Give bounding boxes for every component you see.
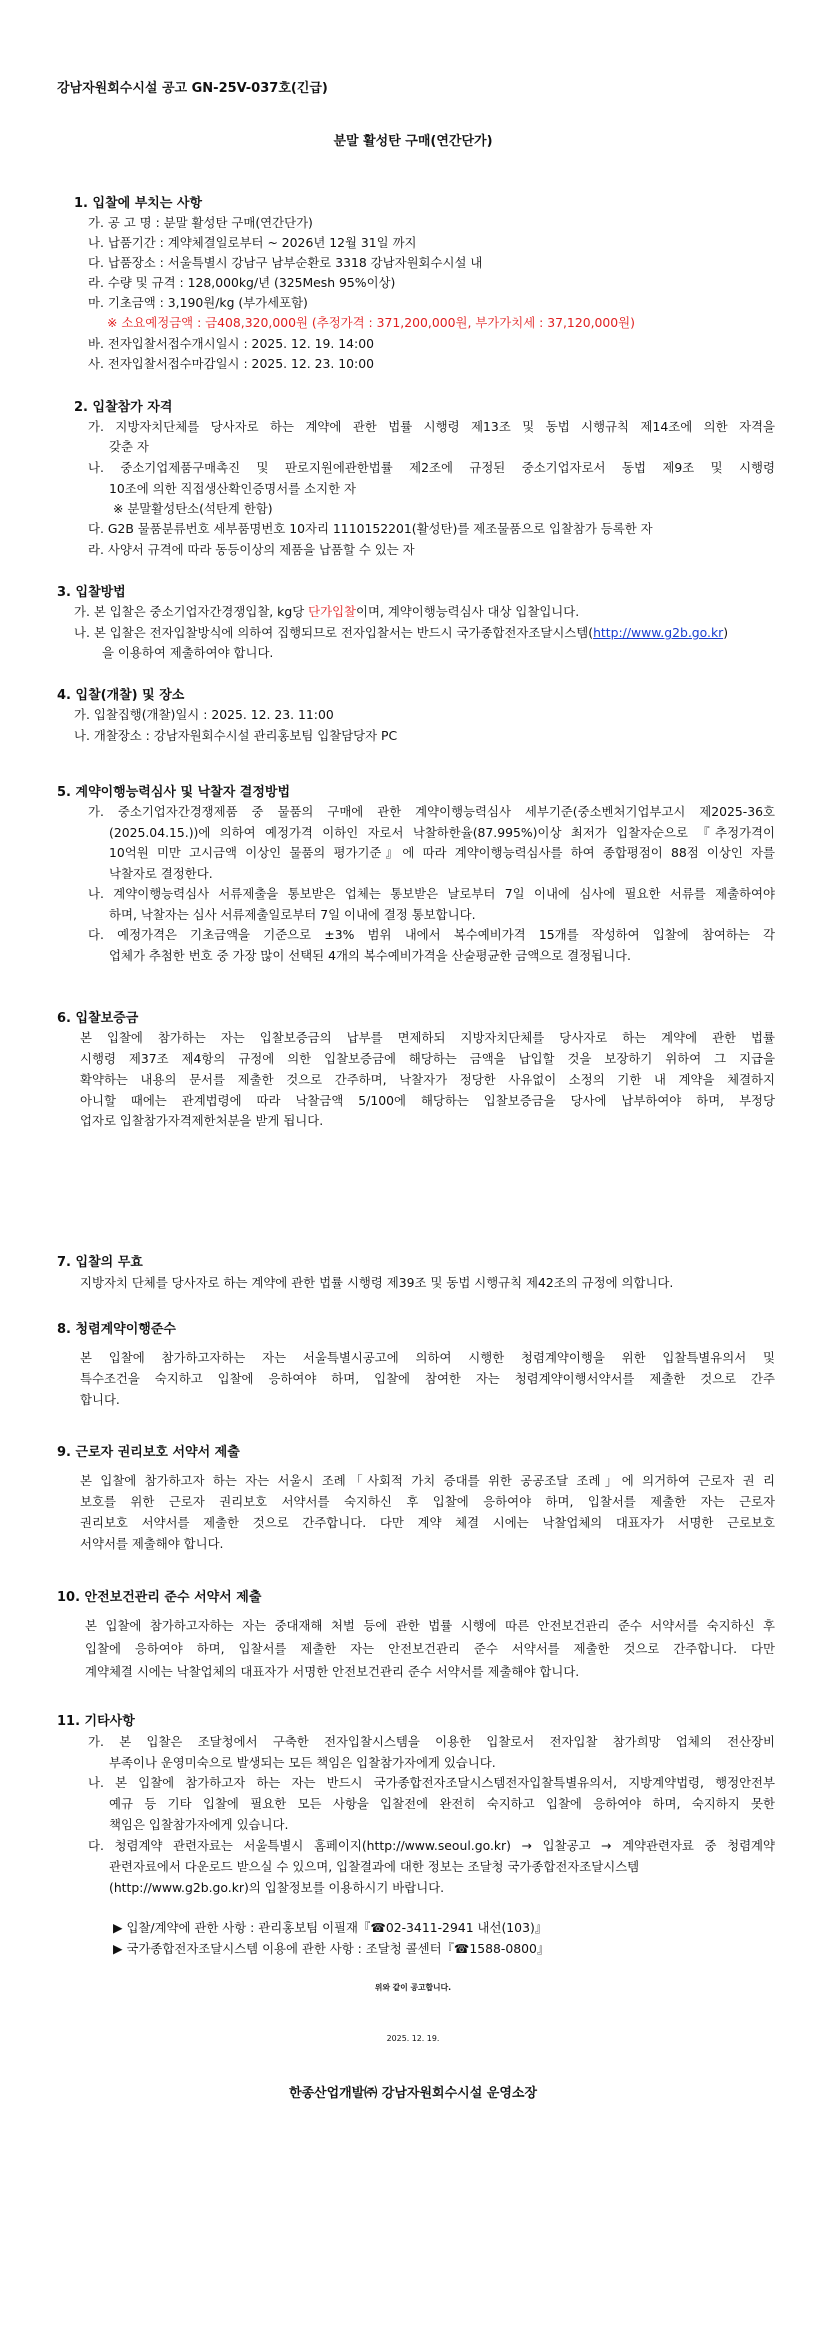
s11-item-b: 나. 본 입찰에 참가하고자 하는 자는 반드시 국가종합전자조달시스템전자입찰특별유의서, 지방계약법령, 행정안전부 — [88, 1776, 775, 1790]
s2-item-b-note: ※ 분말활성탄소(석탄계 한함) — [113, 501, 273, 516]
s1-item-c: 다. 납품장소 : 서울특별시 강남구 남부순환로 3318 강남자원회수시설 내 — [88, 255, 483, 270]
s3-item-b-post: ) — [723, 625, 729, 640]
s1-item-b: 나. 납품기간 : 계약체결일로부터 ~ 2026년 12월 31일 까지 — [88, 235, 417, 250]
s5-item-b: 나. 계약이행능력심사 서류제출을 통보받은 업체는 통보받은 날로부터 7일 이내에 심사에 필요한 서류를 제출하여야 — [88, 887, 775, 901]
s4-item-b: 나. 개찰장소 : 강남자원회수시설 관리홍보팀 입찰담당자 PC — [74, 728, 398, 743]
s2-item-c: 다. G2B 물품분류번호 세부품명번호 10자리 1110152201(활성탄)를 제조물품으로 입찰참가 등록한 자 — [88, 521, 653, 536]
s11-item-c-cont1: 관련자료에서 다운로드 받으실 수 있으며, 입찰결과에 대한 정보는 조달청 국가종합전자조달시스템 — [109, 1859, 640, 1874]
s7-line-1: 지방자치 단체를 당사자로 하는 계약에 관한 법률 시행령 제39조 및 동법 시행규칙 제42조의 규정에 의합니다. — [80, 1275, 674, 1290]
section-3-heading: 3. 입찰방법 — [57, 585, 126, 600]
section-1-heading: 1. 입찰에 부치는 사항 — [74, 196, 203, 211]
s9-line-2: 보호를 위한 근로자 권리보호 서약서를 숙지하신 후 입찰에 응하여야 하며, 입찰서를 제출한 자는 근로자 — [80, 1495, 775, 1509]
s5-item-b-cont: 하며, 낙찰자는 심사 서류제출일로부터 7일 이내에 결정 통보합니다. — [109, 907, 476, 922]
s11-item-b-cont2: 책임은 입찰참가자에게 있습니다. — [109, 1817, 289, 1832]
issuing-organization: 한종산업개발㈜ 강남자원회수시설 운영소장 — [288, 2086, 538, 2101]
section-11-heading: 11. 기타사항 — [57, 1714, 135, 1729]
s8-line-1: 본 입찰에 참가하고자하는 자는 서울특별시공고에 의하여 시행한 청렴계약이행을 위한 입찰특별유의서 및 — [80, 1351, 775, 1365]
s1-item-f: 바. 전자입찰서접수개시일시 : 2025. 12. 19. 14:00 — [88, 336, 374, 351]
s11-item-a: 가. 본 입찰은 조달청에서 구축한 전자입찰시스템을 이용한 입찰로서 전자입찰 참가희망 업체의 전산장비 — [88, 1735, 775, 1749]
s2-item-a: 가. 지방자치단체를 당사자로 하는 계약에 관한 법률 시행령 제13조 및 동법 시행규칙 제14조에 의한 자격을 — [88, 420, 775, 434]
s10-line-2: 입찰에 응하여야 하며, 입찰서를 제출한 자는 안전보건관리 준수 서약서를 제출한 것으로 간주합니다. 다만 — [85, 1642, 775, 1656]
s4-item-a: 가. 입찰집행(개찰)일시 : 2025. 12. 23. 11:00 — [74, 707, 334, 722]
s10-line-3: 계약체결 시에는 낙찰업체의 대표자가 서명한 안전보건관리 준수 서약서를 제출해야 합니다. — [85, 1664, 580, 1679]
s6-line-4: 아니할 때에는 관계법령에 따라 낙찰금액 5/100에 해당하는 입찰보증금을 당사에 납부하여야 하며, 부정당 — [80, 1094, 775, 1108]
s9-line-4: 서약서를 제출해야 합니다. — [80, 1536, 224, 1551]
unit-price-bid-highlight: 단가입찰 — [308, 604, 357, 619]
s10-line-1: 본 입찰에 참가하고자하는 자는 중대재해 처벌 등에 관한 법률 시행에 따른 안전보건관리 준수 서약서를 숙지하신 후 — [85, 1619, 775, 1633]
s9-line-3: 권리보호 서약서를 제출한 것으로 간주합니다. 다만 계약 체결 시에는 낙찰업체의 대표자가 서명한 근로보호 — [80, 1516, 775, 1530]
s11-item-b-cont1: 예규 등 기타 입찰에 필요한 모든 사항을 입찰전에 완전히 숙지하고 입찰에 응하여야 하며, 숙지하지 못한 — [109, 1797, 775, 1811]
s6-line-2: 시행령 제37조 제4항의 규정에 의한 입찰보증금에 해당하는 금액을 납입할 것을 보장하기 위하여 그 지급을 — [80, 1052, 775, 1066]
s11-item-c: 다. 청렴계약 관련자료는 서울특별시 홈페이지(http://www.seoul.go.kr) → 입찰공고 → 계약관련자료 중 청렴계약 — [88, 1839, 775, 1853]
s6-line-5: 업자로 입찰참가자격제한처분을 받게 됩니다. — [80, 1113, 324, 1128]
s1-budget-note: ※ 소요예정금액 : 금408,320,000원 (추정가격 : 371,200,000원, 부가가치세 : 37,120,000원) — [107, 315, 635, 330]
s3-item-b-pre: 나. 본 입찰은 전자입찰방식에 의하여 집행되므로 전자입찰서는 반드시 국가종합전자조달시스템( — [74, 625, 594, 640]
section-2-heading: 2. 입찰참가 자격 — [74, 400, 173, 415]
s1-item-a: 가. 공 고 명 : 분말 활성탄 구매(연간단가) — [88, 215, 313, 230]
s2-item-b: 나. 중소기업제품구매촉진 및 판로지원에관한법률 제2조에 규정된 중소기업자로서 동법 제9조 및 시행령 — [88, 461, 775, 475]
s6-line-1: 본 입찰에 참가하는 자는 입찰보증금의 납부를 면제하되 지방자치단체를 당사자로 하는 계약에 관한 법률 — [80, 1031, 775, 1045]
notice-date: 2025. 12. 19. — [386, 2034, 440, 2043]
s3-item-a-pre: 가. 본 입찰은 중소기업자간경쟁입찰, kg당 — [74, 604, 309, 619]
s5-item-c-cont: 업체가 추첨한 번호 중 가장 많이 선택된 4개의 복수예비가격을 산술평균한 금액으로 결정됩니다. — [109, 948, 631, 963]
s1-item-d: 라. 수량 및 규격 : 128,000kg/년 (325Mesh 95%이상) — [88, 275, 396, 290]
s9-line-1: 본 입찰에 참가하고자 하는 자는 서울시 조례「사회적 가치 증대를 위한 공공조달 조례」에 의거하여 근로자 권 리 — [80, 1474, 775, 1488]
section-4-heading: 4. 입찰(개찰) 및 장소 — [57, 688, 185, 703]
s1-item-g: 사. 전자입찰서접수마감일시 : 2025. 12. 23. 10:00 — [88, 356, 374, 371]
s6-line-3: 확약하는 내용의 문서를 제출한 것으로 간주하며, 낙찰자가 정당한 사유없이 소정의 기한 내 계약을 체결하지 — [80, 1073, 775, 1087]
s5-item-a: 가. 중소기업자간경쟁제품 중 물품의 구매에 관한 계약이행능력심사 세부기준(중소벤처기업부고시 제2025-36호 — [88, 805, 775, 819]
section-7-heading: 7. 입찰의 무효 — [57, 1255, 143, 1270]
s3-item-a — [74, 605, 579, 620]
s5-item-a-cont2: 10억원 미만 고시금액 이상인 물품의 평가기준』에 따라 계약이행능력심사를 하여 종합평점이 88점 이상인 자를 — [109, 846, 775, 860]
s2-item-b-cont: 10조에 의한 직접생산확인증명서를 소지한 자 — [109, 481, 356, 496]
g2b-link[interactable]: http://www.g2b.go.kr — [593, 625, 724, 640]
closing-statement: 위와 같이 공고합니다. — [374, 1983, 452, 1992]
page-title: 분말 활성탄 구매(연간단가) — [333, 134, 493, 149]
s2-item-d: 라. 사양서 규격에 따라 동등이상의 제품을 납품할 수 있는 자 — [88, 542, 415, 557]
s1-item-e: 마. 기초금액 : 3,190원/kg (부가세포함) — [88, 295, 308, 310]
section-8-heading: 8. 청렴계약이행준수 — [57, 1322, 176, 1337]
section-5-heading: 5. 계약이행능력심사 및 낙찰자 결정방법 — [57, 785, 291, 800]
s5-item-c: 다. 예정가격은 기초금액을 기준으로 ±3% 범위 내에서 복수예비가격 15개를 작성하여 입찰에 참여하는 각 — [88, 928, 775, 942]
s3-item-b — [74, 626, 728, 641]
contact-g2b-callcenter: ▶ 국가종합전자조달시스템 이용에 관한 사항 : 조달청 콜센터『☎1588-0800』 — [113, 1941, 550, 1956]
s2-item-a-cont: 갖춘 자 — [109, 439, 149, 454]
s8-line-2: 특수조건을 숙지하고 입찰에 응하여야 하며, 입찰에 참여한 자는 청렴계약이행서약서를 제출한 것으로 간주 — [80, 1372, 775, 1386]
notice-number: 강남자원회수시설 공고 GN-25V-037호(긴급) — [57, 81, 328, 96]
s8-line-3: 합니다. — [80, 1392, 120, 1407]
section-10-heading: 10. 안전보건관리 준수 서약서 제출 — [57, 1590, 262, 1605]
s11-item-a-cont: 부족이나 운영미숙으로 발생되는 모든 책임은 입찰참가자에게 있습니다. — [109, 1755, 496, 1770]
s3-item-a-post: 이며, 계약이행능력심사 대상 입찰입니다. — [356, 604, 580, 619]
section-9-heading: 9. 근로자 권리보호 서약서 제출 — [57, 1445, 240, 1460]
section-6-heading: 6. 입찰보증금 — [57, 1011, 139, 1026]
s3-item-b-cont: 을 이용하여 제출하여야 합니다. — [102, 645, 274, 660]
s5-item-a-cont3: 낙찰자로 결정한다. — [109, 866, 213, 881]
s11-item-c-cont2: (http://www.g2b.go.kr)의 입찰정보를 이용하시기 바랍니다. — [109, 1880, 445, 1895]
contact-bid-contract: ▶ 입찰/계약에 관한 사항 : 관리홍보팀 이필재『☎02-3411-2941 내선(103)』 — [113, 1920, 548, 1935]
s5-item-a-cont1: (2025.04.15.))에 의하여 예정가격 이하인 자로서 낙찰하한율(87.995%)이상 최저가 입찰자순으로 『추정가격이 — [109, 826, 775, 840]
